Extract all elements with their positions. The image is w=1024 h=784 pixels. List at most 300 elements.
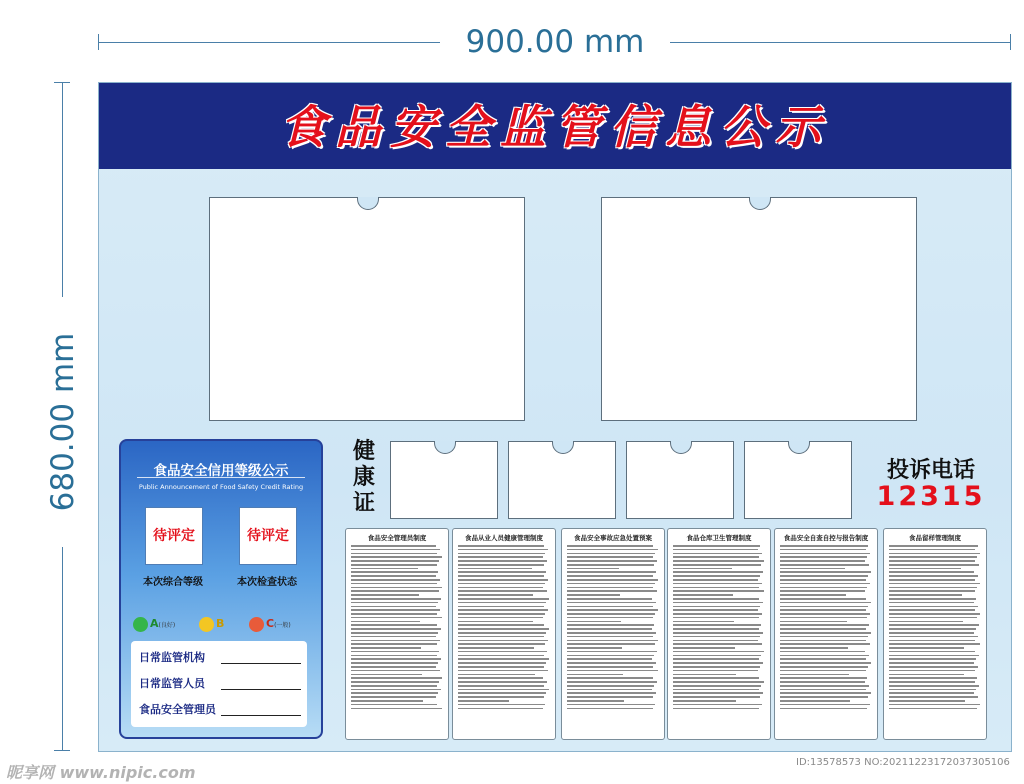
text-line bbox=[567, 677, 653, 679]
text-line bbox=[673, 658, 759, 660]
text-line bbox=[458, 651, 547, 653]
overall-rating-label: 本次综合等级 bbox=[143, 577, 203, 588]
text-line bbox=[567, 643, 655, 645]
text-line bbox=[780, 624, 869, 626]
frown-face-icon bbox=[249, 617, 264, 632]
text-line bbox=[673, 685, 761, 687]
text-line bbox=[780, 606, 868, 608]
text-line bbox=[351, 647, 421, 649]
regulation-body-text bbox=[562, 545, 664, 709]
text-line bbox=[458, 553, 545, 555]
text-line bbox=[458, 692, 546, 694]
text-line bbox=[567, 617, 653, 619]
text-line bbox=[458, 594, 533, 596]
text-line bbox=[351, 670, 440, 672]
text-line bbox=[889, 651, 975, 653]
text-line bbox=[673, 553, 762, 555]
text-line bbox=[673, 692, 763, 694]
text-line bbox=[458, 632, 546, 634]
width-dimension-tick-right bbox=[1010, 34, 1011, 50]
text-line bbox=[567, 640, 658, 642]
text-line bbox=[780, 677, 867, 679]
text-line bbox=[458, 560, 547, 562]
text-line bbox=[673, 560, 764, 562]
text-line bbox=[889, 708, 977, 710]
text-line bbox=[780, 643, 870, 645]
text-line bbox=[458, 696, 544, 698]
text-line bbox=[458, 556, 543, 558]
grade-b bbox=[199, 613, 224, 635]
text-line bbox=[673, 655, 761, 657]
text-line bbox=[673, 613, 762, 615]
text-line bbox=[567, 613, 655, 615]
regulation-title: 食品安全管理员制度 bbox=[367, 534, 427, 542]
text-line bbox=[673, 594, 733, 596]
text-line bbox=[351, 606, 436, 608]
text-line bbox=[673, 606, 760, 608]
text-line bbox=[673, 587, 759, 589]
regulation-title: 食品安全自查自控与报告制度 bbox=[783, 534, 869, 542]
text-line bbox=[458, 655, 544, 657]
regulation-body-text bbox=[668, 545, 770, 709]
text-line bbox=[780, 598, 866, 600]
text-line bbox=[780, 689, 866, 691]
text-line bbox=[889, 568, 961, 570]
text-line bbox=[889, 598, 976, 600]
text-line bbox=[889, 700, 965, 702]
text-line bbox=[889, 681, 975, 683]
text-line bbox=[889, 677, 977, 679]
text-line bbox=[889, 624, 979, 626]
text-line bbox=[780, 564, 869, 566]
text-line bbox=[780, 571, 871, 573]
text-line bbox=[673, 598, 759, 600]
text-line bbox=[351, 560, 439, 562]
width-dimension-tick-left bbox=[98, 34, 99, 50]
health-certificate-label bbox=[349, 439, 379, 517]
text-line bbox=[889, 609, 975, 611]
text-line bbox=[458, 670, 548, 672]
text-line bbox=[567, 545, 653, 547]
frame-notch bbox=[434, 441, 456, 454]
text-line bbox=[567, 590, 657, 592]
text-line bbox=[673, 549, 758, 551]
height-dimension-label: 680.00 mm bbox=[43, 297, 83, 547]
fill-in-line bbox=[221, 689, 301, 690]
text-line bbox=[351, 689, 441, 691]
text-line bbox=[673, 681, 764, 683]
text-line bbox=[351, 568, 418, 570]
text-line bbox=[567, 564, 654, 566]
text-line bbox=[673, 624, 761, 626]
text-line bbox=[458, 571, 546, 573]
regulation-card bbox=[883, 528, 987, 740]
text-line bbox=[351, 655, 437, 657]
text-line bbox=[889, 692, 974, 694]
text-line bbox=[567, 692, 656, 694]
text-line bbox=[458, 598, 549, 600]
text-line bbox=[889, 666, 978, 668]
text-line bbox=[567, 579, 658, 581]
text-line bbox=[780, 556, 867, 558]
text-line bbox=[567, 598, 652, 600]
grade-letter: C bbox=[266, 617, 275, 630]
text-line bbox=[780, 696, 868, 698]
text-line bbox=[780, 700, 850, 702]
text-line bbox=[567, 651, 657, 653]
grade-legend bbox=[131, 613, 316, 635]
text-line bbox=[889, 662, 974, 664]
regulation-title: 食品从业人员健康管理制度 bbox=[465, 534, 543, 542]
text-line bbox=[351, 617, 442, 619]
text-line bbox=[351, 681, 439, 683]
text-line bbox=[567, 700, 624, 702]
inspection-status-label: 本次检查状态 bbox=[237, 577, 297, 588]
text-line bbox=[673, 590, 764, 592]
text-line bbox=[458, 628, 549, 630]
text-line bbox=[351, 692, 438, 694]
text-line bbox=[567, 632, 656, 634]
credit-title-rule bbox=[137, 477, 305, 478]
text-line bbox=[673, 643, 762, 645]
text-line bbox=[458, 662, 546, 664]
text-line bbox=[889, 636, 978, 638]
text-line bbox=[780, 549, 866, 551]
text-line bbox=[351, 621, 420, 623]
text-line bbox=[780, 674, 849, 676]
text-line bbox=[673, 647, 735, 649]
text-line bbox=[673, 583, 762, 585]
text-line bbox=[567, 658, 652, 660]
text-line bbox=[889, 579, 975, 581]
text-line bbox=[458, 677, 543, 679]
notice-board bbox=[98, 82, 1012, 752]
text-line bbox=[351, 677, 442, 679]
text-line bbox=[567, 636, 653, 638]
text-line bbox=[458, 704, 545, 706]
text-line bbox=[673, 579, 758, 581]
text-line bbox=[567, 560, 657, 562]
complaint-hotline-title: 投诉电话 bbox=[886, 458, 975, 483]
text-line bbox=[780, 560, 865, 562]
text-line bbox=[351, 640, 440, 642]
text-line bbox=[458, 689, 549, 691]
text-line bbox=[673, 708, 759, 710]
credit-rating-subtitle: Public Announcement of Food Safety Credit Rating bbox=[138, 483, 304, 491]
text-line bbox=[567, 583, 655, 585]
board-title: 食品安全监管信息公示 bbox=[280, 100, 830, 154]
text-line bbox=[458, 624, 544, 626]
text-line bbox=[673, 677, 759, 679]
text-line bbox=[780, 545, 868, 547]
text-line bbox=[351, 594, 419, 596]
text-line bbox=[351, 704, 437, 706]
text-line bbox=[780, 692, 871, 694]
neutral-face-icon bbox=[199, 617, 214, 632]
text-line bbox=[567, 704, 655, 706]
text-line bbox=[351, 613, 437, 615]
text-line bbox=[458, 700, 509, 702]
text-line bbox=[351, 609, 440, 611]
text-line bbox=[351, 587, 442, 589]
regulation-title: 食品仓库卫生管理制度 bbox=[686, 534, 752, 542]
text-line bbox=[889, 606, 978, 608]
text-line bbox=[780, 590, 865, 592]
text-line bbox=[889, 590, 975, 592]
text-line bbox=[567, 674, 623, 676]
text-line bbox=[351, 708, 442, 710]
text-line bbox=[673, 700, 736, 702]
text-line bbox=[458, 643, 545, 645]
text-line bbox=[567, 670, 658, 672]
text-line bbox=[351, 666, 436, 668]
text-line bbox=[673, 666, 760, 668]
text-line bbox=[567, 609, 658, 611]
frame-notch bbox=[749, 197, 771, 210]
text-line bbox=[458, 681, 547, 683]
text-line bbox=[780, 628, 866, 630]
fill-in-line bbox=[221, 663, 301, 664]
text-line bbox=[673, 571, 763, 573]
text-line bbox=[889, 640, 975, 642]
text-line bbox=[673, 556, 759, 558]
grade-c bbox=[249, 613, 291, 635]
text-line bbox=[351, 602, 438, 604]
text-line bbox=[889, 632, 974, 634]
regulation-card bbox=[452, 528, 556, 740]
regulation-body-text bbox=[346, 545, 448, 709]
text-line bbox=[780, 662, 871, 664]
text-line bbox=[351, 628, 441, 630]
text-line bbox=[780, 583, 870, 585]
text-line bbox=[351, 564, 437, 566]
text-line bbox=[889, 689, 976, 691]
text-line bbox=[889, 670, 975, 672]
staff-label: 日常监管人员 bbox=[139, 677, 205, 690]
frame-notch bbox=[788, 441, 810, 454]
text-line bbox=[351, 636, 436, 638]
watermark-left: 昵享网 www.nipic.com bbox=[6, 763, 196, 782]
text-line bbox=[458, 602, 546, 604]
text-line bbox=[673, 617, 759, 619]
height-dimension-tick-bottom bbox=[54, 750, 70, 751]
text-line bbox=[351, 674, 422, 676]
complaint-hotline-number: 12315 bbox=[876, 481, 986, 512]
frame-notch bbox=[357, 197, 379, 210]
text-line bbox=[351, 590, 439, 592]
regulation-title: 食品安全事故应急处置预案 bbox=[574, 534, 652, 542]
health-label-char: 证 bbox=[352, 491, 375, 516]
text-line bbox=[458, 674, 535, 676]
text-line bbox=[567, 708, 653, 710]
text-line bbox=[889, 587, 977, 589]
regulation-body-text bbox=[453, 545, 555, 709]
text-line bbox=[889, 564, 979, 566]
grade-letter: B bbox=[216, 617, 225, 630]
grade-note: (良好) bbox=[158, 622, 176, 629]
grade-note: (一般) bbox=[274, 622, 291, 629]
regulation-body-text bbox=[884, 545, 986, 709]
text-line bbox=[567, 571, 656, 573]
credit-rating-title: 食品安全信用等级公示 bbox=[153, 463, 289, 479]
text-line bbox=[351, 700, 423, 702]
text-line bbox=[889, 674, 964, 676]
text-line bbox=[780, 587, 867, 589]
height-dimension-tick-top bbox=[54, 82, 70, 83]
text-line bbox=[780, 575, 868, 577]
text-line bbox=[458, 579, 548, 581]
text-line bbox=[673, 568, 732, 570]
text-line bbox=[458, 590, 547, 592]
text-line bbox=[889, 553, 980, 555]
text-line bbox=[889, 556, 977, 558]
text-line bbox=[889, 594, 962, 596]
regulation-card bbox=[561, 528, 665, 740]
staff-row bbox=[139, 647, 303, 669]
smile-face-icon bbox=[133, 617, 148, 632]
text-line bbox=[567, 647, 622, 649]
overall-rating-box: 待评定 bbox=[145, 507, 203, 565]
text-line bbox=[780, 647, 848, 649]
text-line bbox=[889, 621, 963, 623]
text-line bbox=[673, 564, 761, 566]
text-line bbox=[458, 647, 534, 649]
text-line bbox=[458, 640, 548, 642]
health-certificate-frame bbox=[390, 441, 498, 519]
text-line bbox=[780, 602, 871, 604]
header-banner bbox=[99, 83, 1011, 169]
frame-notch bbox=[552, 441, 574, 454]
text-line bbox=[567, 628, 652, 630]
width-dimension-label: 900.00 mm bbox=[440, 22, 670, 62]
text-line bbox=[673, 689, 759, 691]
text-line bbox=[889, 602, 974, 604]
text-line bbox=[889, 658, 976, 660]
text-line bbox=[780, 681, 865, 683]
text-line bbox=[567, 556, 653, 558]
text-line bbox=[673, 628, 759, 630]
text-line bbox=[889, 560, 975, 562]
text-line bbox=[780, 553, 870, 555]
regulation-card bbox=[667, 528, 771, 740]
text-line bbox=[351, 685, 437, 687]
text-line bbox=[567, 594, 620, 596]
text-line bbox=[889, 704, 980, 706]
text-line bbox=[889, 583, 980, 585]
staff-row bbox=[139, 699, 303, 721]
text-line bbox=[458, 613, 545, 615]
text-line bbox=[458, 708, 543, 710]
text-line bbox=[673, 545, 760, 547]
text-line bbox=[458, 609, 548, 611]
text-line bbox=[567, 575, 653, 577]
text-line bbox=[351, 553, 437, 555]
text-line bbox=[351, 545, 436, 547]
text-line bbox=[351, 571, 438, 573]
text-line bbox=[673, 609, 758, 611]
text-line bbox=[780, 636, 868, 638]
license-frame-right bbox=[601, 197, 917, 421]
text-line bbox=[889, 685, 979, 687]
text-line bbox=[458, 617, 543, 619]
text-line bbox=[673, 662, 763, 664]
text-line bbox=[673, 636, 760, 638]
text-line bbox=[673, 651, 764, 653]
text-line bbox=[458, 621, 533, 623]
health-certificate-frame bbox=[626, 441, 734, 519]
text-line bbox=[458, 549, 548, 551]
text-line bbox=[780, 568, 845, 570]
frame-notch bbox=[670, 441, 692, 454]
text-line bbox=[458, 575, 544, 577]
staff-row bbox=[139, 673, 303, 695]
text-line bbox=[780, 666, 868, 668]
grade-letter: A bbox=[150, 617, 159, 630]
health-label-char: 健 bbox=[352, 439, 375, 464]
text-line bbox=[351, 658, 441, 660]
text-line bbox=[567, 696, 653, 698]
text-line bbox=[458, 587, 543, 589]
inspection-status-box: 待评定 bbox=[239, 507, 297, 565]
text-line bbox=[780, 579, 866, 581]
text-line bbox=[780, 658, 866, 660]
staff-label: 日常监管机构 bbox=[139, 651, 205, 664]
text-line bbox=[780, 609, 866, 611]
watermark-right: ID:13578573 NO:20211223172037305106 bbox=[796, 757, 1010, 768]
text-line bbox=[780, 594, 846, 596]
text-line bbox=[889, 549, 975, 551]
text-line bbox=[351, 662, 438, 664]
staff-label: 食品安全管理员 bbox=[139, 703, 216, 716]
text-line bbox=[673, 602, 763, 604]
text-line bbox=[780, 640, 866, 642]
text-line bbox=[351, 575, 436, 577]
text-line bbox=[889, 575, 978, 577]
text-line bbox=[458, 564, 544, 566]
text-line bbox=[780, 651, 865, 653]
credit-rating-panel bbox=[119, 439, 323, 739]
text-line bbox=[889, 545, 978, 547]
text-line bbox=[780, 617, 867, 619]
text-line bbox=[351, 632, 438, 634]
text-line bbox=[780, 670, 866, 672]
text-line bbox=[351, 598, 441, 600]
text-line bbox=[673, 670, 758, 672]
text-line bbox=[351, 583, 437, 585]
text-line bbox=[567, 606, 653, 608]
text-line bbox=[889, 696, 978, 698]
text-line bbox=[351, 643, 437, 645]
text-line bbox=[458, 666, 544, 668]
text-line bbox=[351, 549, 440, 551]
text-line bbox=[567, 568, 619, 570]
text-line bbox=[351, 651, 439, 653]
text-line bbox=[673, 640, 758, 642]
regulation-card bbox=[345, 528, 449, 740]
text-line bbox=[889, 571, 974, 573]
text-line bbox=[567, 681, 657, 683]
text-line bbox=[780, 632, 871, 634]
text-line bbox=[780, 655, 869, 657]
text-line bbox=[889, 628, 976, 630]
text-line bbox=[673, 704, 762, 706]
text-line bbox=[458, 545, 544, 547]
text-line bbox=[458, 636, 544, 638]
text-line bbox=[567, 685, 654, 687]
text-line bbox=[889, 643, 980, 645]
text-line bbox=[567, 662, 656, 664]
text-line bbox=[458, 606, 544, 608]
